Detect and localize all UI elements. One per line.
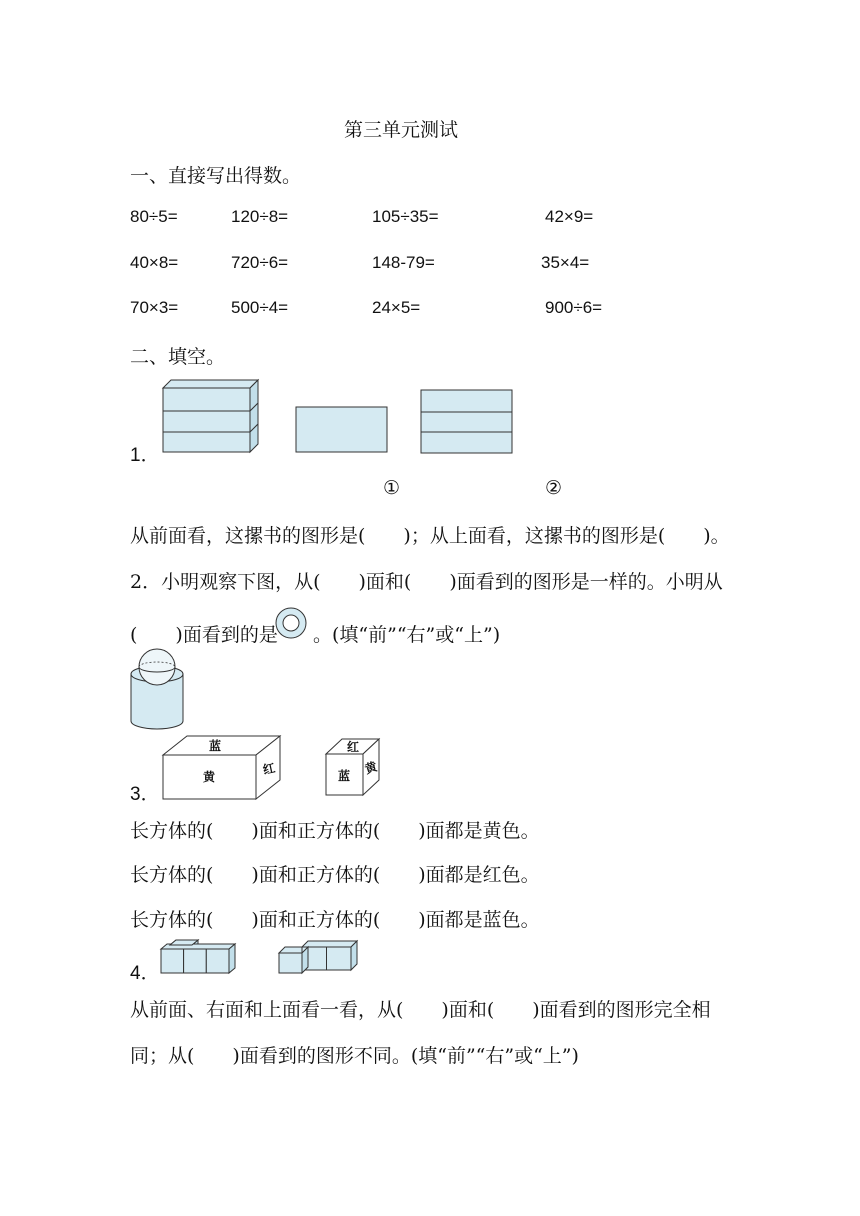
calc-item: 148-79= <box>372 253 435 272</box>
section1-heading: 一、直接写出得数。 <box>130 165 302 187</box>
option-2-striped-rectangle <box>420 389 514 455</box>
cuboid-front-label: 黄 <box>202 770 216 784</box>
q4-line1: 从前面、右面和上面看一看，从( )面和( )面看到的图形完全相 <box>130 999 711 1021</box>
option-2-marker: ② <box>545 477 563 499</box>
sphere-on-cylinder-figure <box>126 648 188 732</box>
calc-item: 70×3= <box>130 298 179 317</box>
cube-right-label: 黄 <box>363 759 379 777</box>
calc-item: 105÷35= <box>372 207 439 226</box>
page-title: 第三单元测试 <box>344 119 459 141</box>
option-1-rectangle <box>295 406 389 454</box>
q2-line2-b: 。(填“前”“右”或“上”) <box>313 624 501 646</box>
book-stack-figure <box>160 377 260 455</box>
cube-top-label: 红 <box>346 740 360 754</box>
calc-item: 900÷6= <box>545 298 603 317</box>
calc-item: 500÷4= <box>231 298 289 317</box>
q3-number: 3． <box>130 784 160 805</box>
q4-line2: 同；从( )面看到的图形不同。(填“前”“右”或“上”) <box>130 1045 579 1067</box>
calc-item: 35×4= <box>541 253 590 272</box>
section2-heading: 二、填空。 <box>130 346 226 368</box>
cuboid-top-label: 蓝 <box>208 739 222 753</box>
q1-text: 从前面看，这摞书的图形是( )；从上面看，这摞书的图形是( )。 <box>130 525 730 547</box>
calc-item: 40×8= <box>130 253 179 272</box>
calc-item: 120÷8= <box>231 207 289 226</box>
q4-number: 4． <box>130 963 160 984</box>
cuboid-right-label: 红 <box>261 760 277 778</box>
cube-figure <box>323 736 383 798</box>
calc-item: 720÷6= <box>231 253 289 272</box>
q3-line2: 长方体的( )面和正方体的( )面都是红色。 <box>130 864 540 886</box>
cuboid-figure <box>160 733 284 801</box>
q2-line1: 2．小明观察下图，从( )面和( )面看到的图形是一样的。小明从 <box>130 571 723 593</box>
cube-front-label: 蓝 <box>337 769 351 783</box>
ring-icon <box>272 605 312 643</box>
option-1-marker: ① <box>383 477 401 499</box>
q2-line2-a: ( )面看到的是 <box>130 624 278 646</box>
cube-arrangement-b-figure <box>276 939 360 975</box>
q3-line1: 长方体的( )面和正方体的( )面都是黄色。 <box>130 820 540 842</box>
q1-number: 1． <box>130 445 160 466</box>
calc-item: 24×5= <box>372 298 421 317</box>
q3-line3: 长方体的( )面和正方体的( )面都是蓝色。 <box>130 909 540 931</box>
calc-item: 80÷5= <box>130 207 178 226</box>
calc-item: 42×9= <box>545 207 594 226</box>
cube-arrangement-a-figure <box>158 939 238 975</box>
